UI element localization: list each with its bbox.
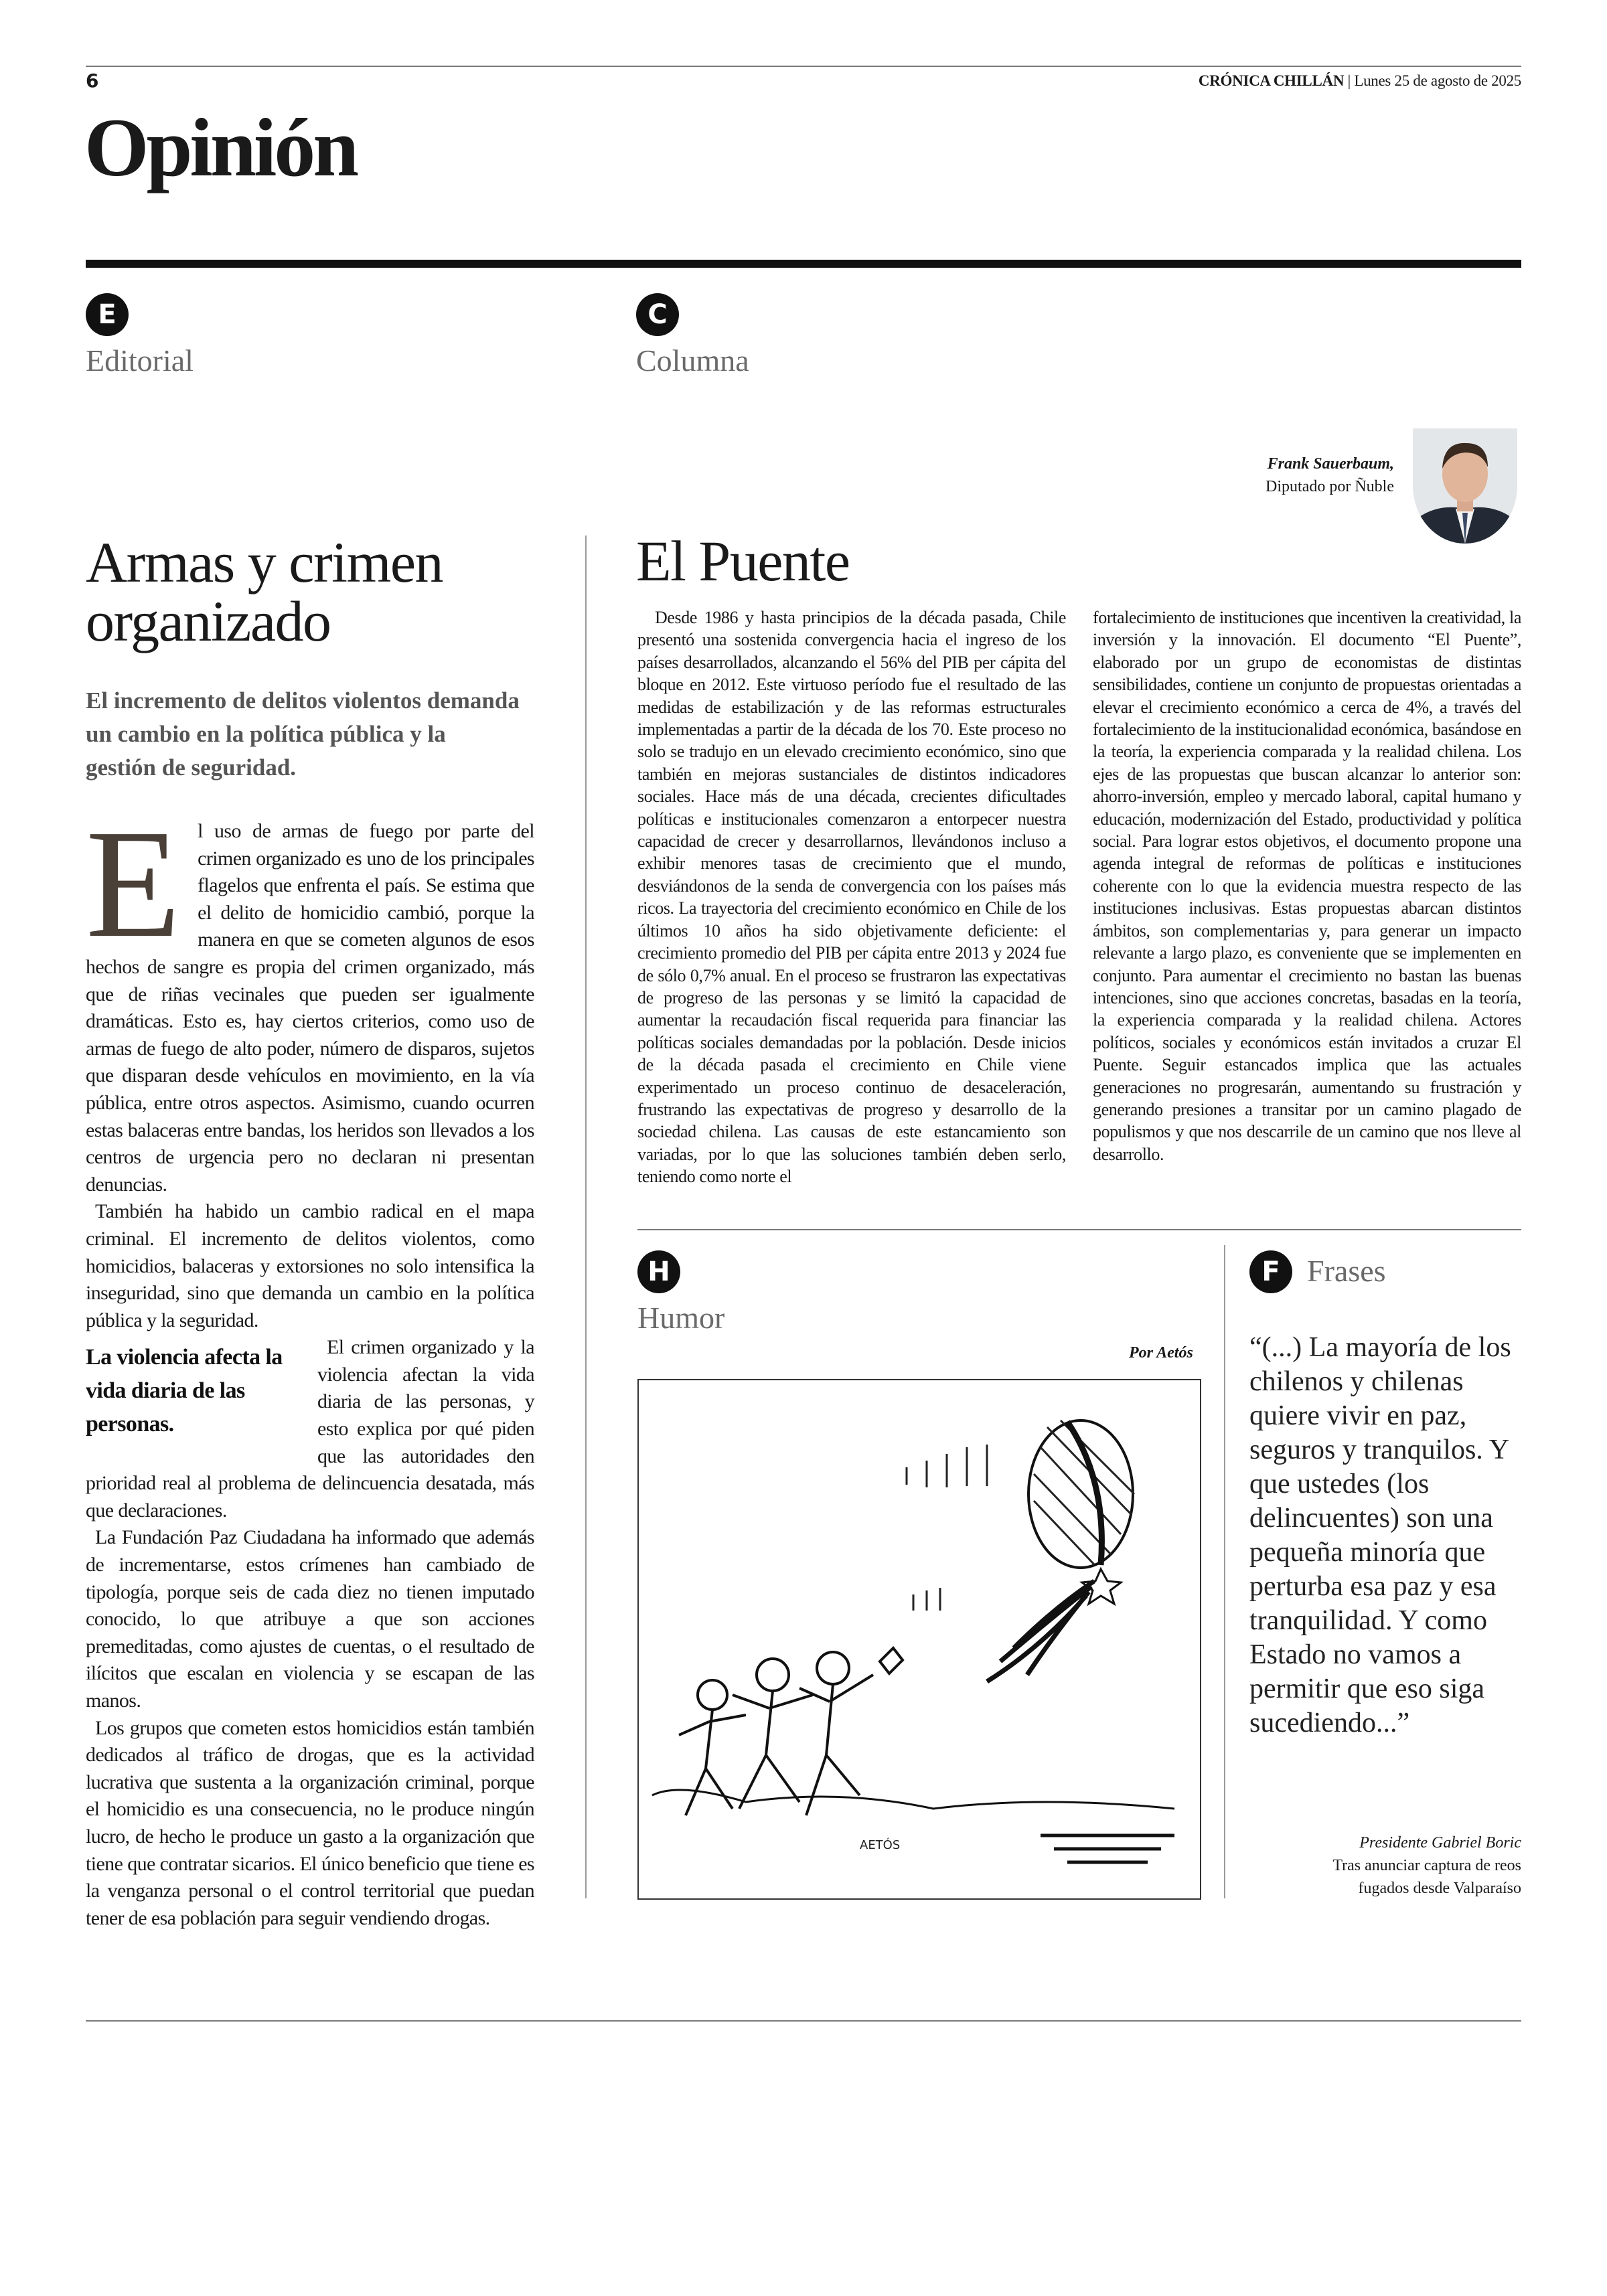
editorial-paragraph: Los grupos que cometen estos homicidios están también dedicados al tráfico de drogas, que es la actividad lucrativa que sustenta a la organización criminal, porque el homicidio es una consecuencia, no le produce ningún lucro, de hecho le produce un gasto a la organización que tiene que contratar sicarios. El único beneficio que tiene es la venganza personal o el control territorial que puedan tener de esa población para seguir vendiendo drogas. (86, 1716, 534, 1929)
page-number: 6 (86, 70, 99, 92)
editorial-kicker: Editorial (86, 343, 194, 378)
frases-badge: F (1249, 1250, 1292, 1293)
section-heavy-rule (86, 260, 1521, 268)
author-portrait-icon (1413, 428, 1517, 544)
column-badge: C (636, 293, 679, 336)
issue-date: Lunes 25 de agosto de 2025 (1354, 72, 1521, 89)
editorial-paragraph: l uso de armas de fuego por parte del crimen organizado es uno de los principales flagelos que enfrenta el país. Se estima que el delito de homicidio cambió, porque la manera en que se cometen algunos de esos hechos de sangre es propia del crimen organizado, más que de riñas vecinales que pueden ser igualmente dramáticas. Esto es, hay ciertos criterios, como uso de armas de fuego de alto poder, número de disparos, sujetos que disparan desde vehículos en movimiento, en la vía pública, entre otros aspectos. Asimismo, cuando ocurren estas balaceras entre bandas, los heridos son llevados a los centros de urgencia pero no declaran ni presentan denuncias. (86, 820, 534, 1196)
column-paragraph: Desde 1986 y hasta principios de la década pasada, Chile presentó una sostenida convergencia hacia el ingreso de los países desarrollados, alcanzando el 56% del PIB per cápita del bloque en 2012. Este virtuoso período fue el resultado de las medidas de estabilización y de las reformas estructurales implementadas a partir de la década de los 70. Este proceso no solo se tradujo en un elevado crecimiento económico, sino que también en mejoras sustanciales de distintos indicadores sociales. Hace más de una década, crecientes dificultades políticas e institucionales comenzaron a entorpecer nuestra capacidad de crecer y desarrollarnos, llevándonos incluso a exhibir menores tasas de crecimiento que el mundo, desviándonos de la senda de convergencia con los países más ricos. La trayectoria del crecimiento económico en Chile de los últimos 10 años ha sido objetivamente deficiente: el crecimiento promedio del PIB per cápita entre 2013 y 2024 fue de sólo 0,7% anual. En el proceso se frustraron las expectativas de progreso de las personas y se limitó la capacidad de aumentar la recaudación fiscal requerida para financiar las políticas sociales demandadas por la población. Desde inicios de la década pasada el crecimiento en Chile viene experimentado un proceso continuo de desaceleración, frustrando las expectativas de progreso y desarrollo de la sociedad chilena. Las causas de este estancamiento son variadas, por lo que las soluciones también deben serlo, teniendo como norte el (637, 608, 1066, 1187)
section-title: Opinión (84, 102, 357, 193)
bottom-rule (86, 2020, 1521, 2022)
editorial-headline (86, 530, 443, 653)
lower-rule (637, 1229, 1521, 1230)
author-avatar (1413, 428, 1517, 544)
frases-divider (1224, 1245, 1225, 1898)
quote-context-line: fugados desde Valparaíso (1358, 1880, 1521, 1897)
humor-kicker: Humor (637, 1301, 725, 1335)
quote-attribution (1332, 1831, 1521, 1900)
column-byline (1266, 453, 1394, 498)
editorial-paragraph: La Fundación Paz Ciudadana ha informado que además de incrementarse, estos crímenes han cambiado de tipología, porque seis de cada diez no tienen imputado conocido, lo que atribuye a que son acciones premeditadas, como ajustes de cuentas, o el resultado de ilícitos que escalan en violencia y se escapan de las manos. (86, 1526, 534, 1712)
editorial-headline-line1: Armas y crimen (86, 530, 443, 594)
publication-name: CRÓNICA CHILLÁN (1198, 72, 1345, 89)
editorial-subhead: El incremento de delitos violentos demanda un cambio en la política pública y la gestión de seguridad. (86, 687, 520, 781)
column-paragraph: fortalecimiento de instituciones que incentiven la creatividad, la inversión y la innovación. El documento “El Puente”, elaborado por un grupo de economistas de distintas sensibilidades, contiene un conjunto de propuestas orientadas a elevar el crecimiento económico a cerca de 4%, a través del fortalecimiento de la institucionalidad económica, basándose en la teoría, la experiencia comparada y la realidad chilena. Los ejes de las propuestas que buscan alcanzar lo anterior son: ahorro-inversión, empleo y mercado laboral, capital humano y educación, modernización del Estado, productividad y política social. Para lograr estos objetivos, el documento propone una agenda integral de reformas de políticas e instituciones coherente con lo que la evidencia muestra respecto de las instituciones inclusivas. Estas propuestas abarcan distintos ámbitos, son complementarias y, para generar un impacto relevante a largo plazo, es conveniente que se implementen en conjunto. Para aumentar el crecimiento no bastan las buenas intenciones, sino que acciones concretas, basadas en la teoría, la experiencia comparada y la realidad chilena. Actores políticos, sociales y económicos están invitados a cruzar El Puente. Seguir estancados implica que las actuales generaciones no progresarán, aumentando su frustración y generando presiones a transitar por un camino plagado de populismos y que nos descarrile de un camino que nos lleve al desarrollo. (1093, 608, 1521, 1164)
column-kicker: Columna (636, 343, 749, 378)
column-divider (585, 536, 587, 1898)
svg-text:AETÓS: AETÓS (860, 1838, 901, 1852)
editorial-paragraph: El crimen organizado y la violencia afectan la vida diaria de las personas, y esto explica por qué piden que las autoridades den prioridad real al problema de delincuencia desatada, más que declaraciones. (86, 1336, 534, 1522)
quote-author: Presidente Gabriel Boric (1359, 1834, 1521, 1852)
column-body-col1 (637, 606, 1066, 1188)
editorial-paragraph: También ha habido un cambio radical en el mapa criminal. El incremento de delitos violentos, como homicidios, balaceras y extorsiones no solo intensifica la inseguridad, sino que demanda un cambio en la política pública y la seguridad. (86, 1200, 534, 1331)
column-body-col2 (1093, 606, 1521, 1165)
balloon-icon (987, 1420, 1134, 1682)
humor-badge: H (637, 1250, 680, 1293)
top-rule (86, 66, 1521, 67)
editorial-body (86, 798, 534, 1932)
column-headline: El Puente (636, 529, 850, 593)
quote-context-line: Tras anunciar captura de reos (1332, 1857, 1521, 1874)
cartoon-illustration-icon (639, 1380, 1200, 1898)
editorial-badge: E (86, 293, 129, 336)
running-figures-icon (679, 1648, 903, 1815)
masthead (1199, 72, 1521, 90)
author-title: Diputado por Ñuble (1266, 478, 1394, 495)
masthead-separator: | (1347, 72, 1355, 89)
cartoon-credit: Por Aetós (1129, 1344, 1193, 1362)
frases-quote: “(...) La mayoría de los chilenos y chilenas quiere vivir en paz, seguros y tranquilos. Y que ustedes (los delincuentes) son una pequeña minoría que perturba esa paz y esa tranquilidad. Y como Estado no vamos a permitir que eso siga sucediendo...” (1249, 1332, 1511, 1738)
editorial-headline-line2: organizado (86, 589, 331, 653)
cartoon-frame (637, 1379, 1201, 1900)
author-name: Frank Sauerbaum, (1267, 455, 1394, 473)
frases-kicker: Frases (1307, 1254, 1386, 1288)
drop-cap: E (86, 798, 181, 970)
pull-quote: La violencia afecta la vida diaria de las personas. (86, 1345, 283, 1437)
